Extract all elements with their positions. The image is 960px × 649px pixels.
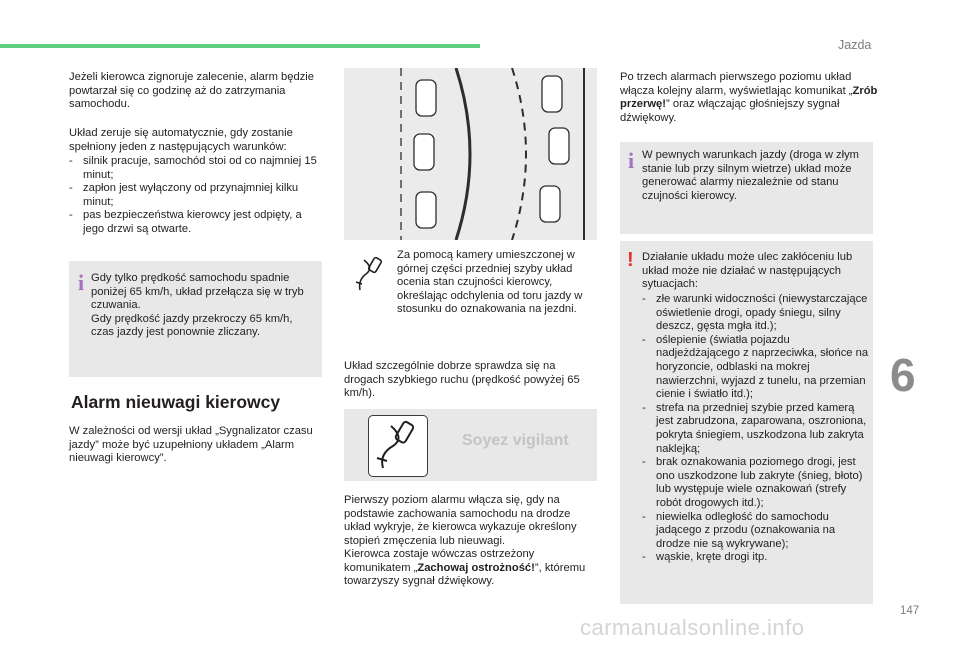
road-illustration bbox=[344, 68, 597, 240]
chapter-number: 6 bbox=[890, 349, 916, 401]
info-box-text: W pewnych warunkach jazdy (droga w złym stanie lub przy silnym wietrze) układ może generować alarmy niezależnie od stanu czujności kierowcy. bbox=[642, 149, 859, 202]
warning-box bbox=[620, 241, 873, 604]
alarm-message: Zachowaj ostrożność! bbox=[417, 561, 535, 574]
col1-paragraph-2: Układ zeruje się automatycznie, gdy zostanie spełniony jeden z następujących warunków: bbox=[69, 127, 293, 153]
list-item: - brak oznakowania poziomego drogi, jest ono uszkodzone lub zakryte (śnieg, błoto) lub występuje wiele oznakowań (strefy robót drogowych itd.); bbox=[642, 456, 872, 510]
info-box-conditions bbox=[620, 142, 873, 234]
alarm-text-prefix: Kierowca zostaje wówczas ostrzeżony komunikatem „ bbox=[344, 548, 535, 574]
warning-icon: ! bbox=[627, 249, 634, 271]
info-icon: i bbox=[78, 270, 85, 295]
lane-departure-icon bbox=[354, 256, 386, 297]
section-title: Jazda bbox=[838, 38, 872, 52]
watermark: carmanualsonline.info bbox=[580, 615, 805, 640]
break-message: Zrób przerwę! bbox=[620, 84, 878, 111]
section-heading: Alarm nieuwagi kierowcy bbox=[71, 392, 281, 412]
info-box-text: Gdy tylko prędkość samochodu spadnie poniżej 65 km/h, układ przełącza się w tryb czuwania. Gdy prędkość jazdy przekroczy 65 km/h, czas jazdy jest ponownie zliczany. bbox=[91, 272, 304, 339]
col1-paragraph-1: Jeżeli kierowca zignoruje zalecenie, alarm będzie powtarzał się co godzinę aż do zatrzymania samochodu. bbox=[69, 71, 315, 111]
list-item: - złe warunki widoczności (niewystarczające oświetlenie drogi, opady śniegu, silny deszcz, gęsta mgła itd.); bbox=[642, 293, 872, 334]
warning-list bbox=[642, 293, 872, 565]
page-number: 147 bbox=[900, 605, 920, 617]
lane-departure-icon bbox=[368, 415, 428, 477]
col2-paragraph-highway: Układ szczególnie dobrze sprawdza się na drogach szybkiego ruchu (prędkość powyżej 65 km/h). bbox=[344, 360, 580, 400]
col2-alarm-paragraph-1: Pierwszy poziom alarmu włącza się, gdy na podstawie zachowania samochodu na drodze układ wykryje, że kierowca wykazuje określony stopień zmęczenia lub nieuwagi. bbox=[344, 494, 577, 547]
camera-description: Za pomocą kamery umieszczonej w górnej części przedniej szyby układ ocenia stan czujności kierowcy, określając odchylenia od toru jazdy w stosunku do oznakowania na jezdni. bbox=[397, 249, 583, 316]
col3-text-prefix: Po trzech alarmach pierwszego poziomu układ włącza kolejny alarm, wyświetlając komunikat „ bbox=[620, 71, 853, 97]
list-item: - wąskie, kręte drogi itp. bbox=[642, 551, 872, 565]
col2-alarm-paragraph-2 bbox=[344, 548, 600, 589]
list-item: - zapłon jest wyłączony od przynajmniej kilku minut; bbox=[69, 182, 325, 209]
col3-text-suffix: ” oraz włączając głośniejszy sygnał dźwiękowy. bbox=[620, 98, 840, 124]
col1-paragraph-3: W zależności od wersji układ „Sygnalizator czasu jazdy” może być uzupełniony układem „Alarm nieuwagi kierowcy”. bbox=[69, 425, 313, 465]
info-box-standby bbox=[69, 261, 322, 377]
list-item: - niewielka odległość do samochodu jadącego z przodu (oznakowania na drodze nie są wykrywane); bbox=[642, 511, 872, 552]
info-icon: i bbox=[628, 148, 635, 173]
list-item: - silnik pracuje, samochód stoi od co najmniej 15 minut; bbox=[69, 155, 325, 182]
alarm-text-suffix: ”, któremu towarzyszy sygnał dźwiękowy. bbox=[344, 561, 586, 588]
list-item: - oślepienie (światła pojazdu nadjeżdżającego z naprzeciwka, słońce na horyzoncie, odblaski na mokrej nawierzchni, wyjazd z tunelu, na przemian cienie i światło itd.); bbox=[642, 334, 872, 402]
col3-paragraph bbox=[620, 71, 882, 125]
instrument-display-illustration bbox=[344, 409, 597, 481]
reset-conditions-list bbox=[69, 155, 325, 237]
chapter-tab bbox=[915, 331, 960, 431]
warning-intro: Działanie układu może ulec zakłóceniu lub układ może nie działać w następujących sytuacjach: bbox=[642, 251, 853, 291]
list-item: - strefa na przedniej szybie przed kamerą jest zabrudzona, zaparowana, oszroniona, pokryta śniegiem, uszkodzona lub zakryta naklejką; bbox=[642, 402, 872, 456]
list-item: - pas bezpieczeństwa kierowcy jest odpięty, a jego drzwi są otwarte. bbox=[69, 209, 325, 236]
display-message: Soyez vigilant bbox=[462, 432, 569, 449]
top-accent-bar bbox=[0, 44, 480, 48]
